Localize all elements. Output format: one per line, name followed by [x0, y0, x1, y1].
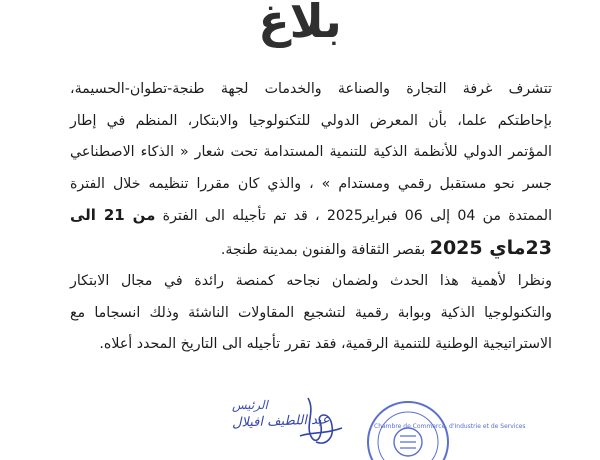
body-line-7: ونظرا لأهمية هذا الحدث ولضمان نجاحه كمنصة رائدة في مجال الابتكار: [70, 273, 552, 289]
document-title: بلاغ: [258, 0, 342, 48]
body-line-1: تتشرف غرفة التجارة والصناعة والخدمات لجهة طنجة-تطوان-الحسيمة،: [70, 81, 552, 97]
signatory-role: الرئيس: [232, 398, 268, 412]
body-line-9: الاستراتيجية الوطنية للتنمية الرقمية، فقد تقرر تأجيله الى التاريخ المحدد أعلاه.: [99, 336, 552, 352]
body-line-6: [70, 233, 552, 267]
stamp-text: Chambre de Commerce, d'Industrie et de Services: [374, 423, 526, 430]
signatory-name: عبد اللطيف افيلال: [231, 412, 330, 431]
body-line-5: [70, 200, 552, 233]
official-stamp: [360, 390, 526, 460]
body-line-5-text: الممتدة من 04 إلى 06 فبراير2025 ، قد تم تأجيله الى الفترة: [155, 208, 553, 224]
new-date-start: من 21 الى: [70, 206, 156, 224]
venue-text: بقصر الثقافة والفنون بمدينة طنجة.: [220, 241, 430, 258]
announcement-body: [70, 74, 552, 361]
handwritten-signature: [290, 392, 350, 450]
body-line-3: المؤتمر الدولي للأنظمة الذكية للتنمية المستدامة تحت شعار « الذكاء الاصطناعي: [70, 144, 552, 160]
body-line-8: والتكنولوجيا الذكية وبوابة رقمية لتشجيع المقاولات الناشئة وذلك انسجاما مع: [70, 304, 552, 321]
body-line-4: جسر نحو مستقبل رقمي ومستدام » ، والذي كان مقررا تنظيمه خلال الفترة: [70, 175, 552, 192]
new-date-end: 23ماي 2025: [429, 236, 552, 259]
body-line-2: بإحاطتكم علما، بأن المعرض الدولي للتكنولوجيا والابتكار، المنظم في إطار: [70, 112, 552, 129]
